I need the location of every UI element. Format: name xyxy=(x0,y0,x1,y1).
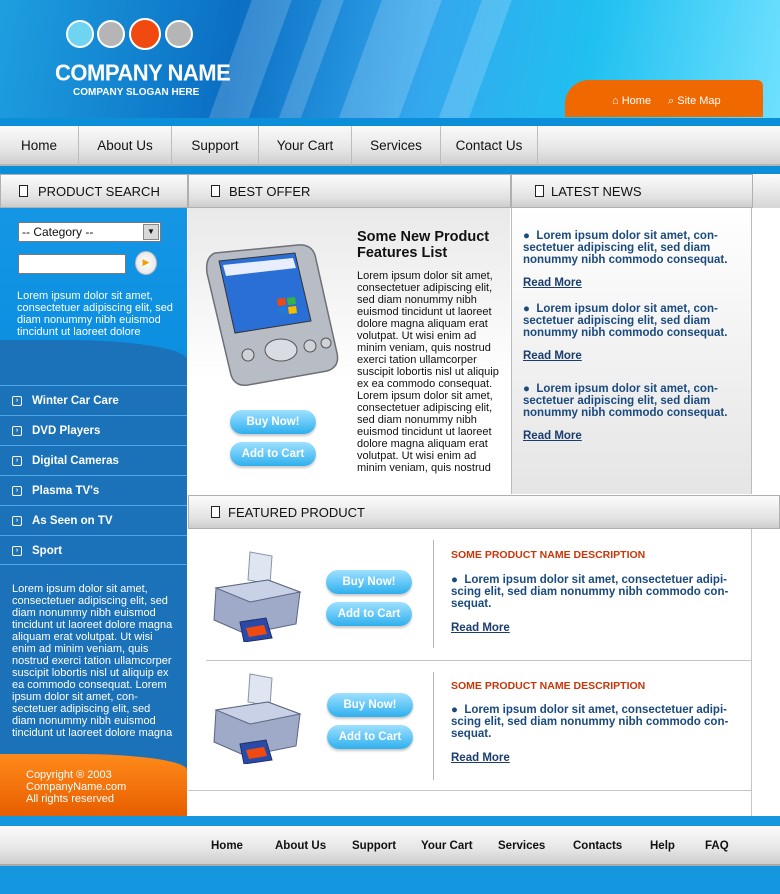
product-search-header xyxy=(0,174,188,208)
footer-help-link[interactable]: Help xyxy=(650,840,675,852)
nav-band-bottom xyxy=(0,166,780,174)
document-icon xyxy=(211,185,220,197)
nav-support[interactable]: Support xyxy=(172,126,259,166)
product-separator xyxy=(206,660,751,661)
category-select[interactable] xyxy=(18,222,161,242)
sitemap-link[interactable]: ⌕ Site Map xyxy=(668,95,721,107)
nav-contact-us[interactable]: Contact Us xyxy=(441,126,538,166)
pda-device-image xyxy=(203,243,343,388)
best-offer-title: BEST OFFER xyxy=(229,184,311,199)
news-item: ● Lorem ipsum dolor sit amet, con-sectetuer adipiscing elit, sed diam nonummy nibh commodo consequat. xyxy=(523,230,728,266)
header-circle-4 xyxy=(165,20,193,48)
footer-contacts-link[interactable]: Contacts xyxy=(573,840,623,852)
offer-text: Lorem ipsum dolor sit amet, consectetuer adipiscing elit, sed diam nonummy nibh euismod tincidunt ut laoreet dolore magna aliquam erat volutpat. Ut wisi enim ad minim veniam, quis nostrud exerci tation ullamcorper suscipit lobortis nisl ut aliquip ex ea commodo consequat. Lorem ipsum dolor sit amet, consectetuer adipiscing elit, sed diam nonummy nibh euismod tincidunt ut laoreet dolore magna aliquam erat volutpat. Ut wisi enim ad minim veniam, quis nostrud xyxy=(357,270,499,474)
add-to-cart-button[interactable]: Add to Cart xyxy=(326,602,412,626)
product-read-more-link[interactable]: Read More xyxy=(451,622,510,634)
add-to-cart-button[interactable]: Add to Cart xyxy=(230,442,316,466)
category-item[interactable]: › Winter Car Care xyxy=(0,385,187,415)
news-read-more-link[interactable]: Read More xyxy=(523,277,582,289)
house-icon: ⌂ xyxy=(612,95,619,107)
latest-news-title: LATEST NEWS xyxy=(551,184,642,199)
bullet-arrow-icon: › xyxy=(12,516,22,526)
featured-product-header xyxy=(188,495,780,529)
category-item[interactable]: › Sport xyxy=(0,535,187,565)
header-banner xyxy=(0,0,780,118)
product-search-title: PRODUCT SEARCH xyxy=(38,184,160,199)
footer-your-cart-link[interactable]: Your Cart xyxy=(421,840,473,852)
add-to-cart-button[interactable]: Add to Cart xyxy=(327,725,413,749)
product-divider xyxy=(433,672,434,780)
buy-now-button[interactable]: Buy Now! xyxy=(326,570,412,594)
category-item[interactable]: › As Seen on TV xyxy=(0,505,187,535)
banner-streak xyxy=(331,0,449,118)
top-links-tab xyxy=(565,80,763,117)
latest-news-header xyxy=(511,174,753,208)
header-circle-2 xyxy=(97,20,125,48)
bullet-arrow-icon: › xyxy=(12,456,22,466)
printer-image xyxy=(210,550,306,642)
nav-your-cart[interactable]: Your Cart xyxy=(259,126,352,166)
offer-title: Some New Product Features List xyxy=(357,229,490,261)
footer-band-bottom xyxy=(0,866,780,894)
document-icon xyxy=(19,185,28,197)
company-name: COMPANY NAME xyxy=(55,59,231,86)
footer-faq-link[interactable]: FAQ xyxy=(705,840,729,852)
footer-nav xyxy=(0,826,780,866)
nav-about-us[interactable]: About Us xyxy=(79,126,172,166)
home-link[interactable]: ⌂ Home xyxy=(612,95,652,107)
printer-image xyxy=(210,672,306,764)
category-item[interactable]: › Plasma TV's xyxy=(0,475,187,505)
search-go-button[interactable] xyxy=(135,251,157,275)
news-item: ● Lorem ipsum dolor sit amet, con-sectetuer adipiscing elit, sed diam nonummy nibh commodo consequat. xyxy=(523,303,728,339)
buy-now-button[interactable]: Buy Now! xyxy=(230,410,316,434)
bullet-arrow-icon: › xyxy=(12,396,22,406)
footer-support-link[interactable]: Support xyxy=(352,840,397,852)
featured-right-border xyxy=(751,529,752,817)
banner-streak xyxy=(431,0,519,118)
copyright-text: Copyright ® 2003 CompanyName.com All rights reserved xyxy=(26,769,127,805)
category-item[interactable]: › DVD Players xyxy=(0,415,187,445)
footer-about-us-link[interactable]: About Us xyxy=(275,840,327,852)
footer-home-link[interactable]: Home xyxy=(211,840,243,852)
header-circle-3 xyxy=(129,18,161,50)
search-input[interactable] xyxy=(18,254,126,274)
magnifier-icon: ⌕ xyxy=(668,95,675,107)
product-description: ● Lorem ipsum dolor sit amet, consectetuer adipi-scing elit, sed diam nonummy nibh commodo con-sequat. xyxy=(451,704,729,740)
featured-bottom-border xyxy=(188,790,751,791)
header-extension xyxy=(753,174,780,208)
news-read-more-link[interactable]: Read More xyxy=(523,350,582,362)
document-icon xyxy=(535,185,544,197)
nav-services[interactable]: Services xyxy=(352,126,441,166)
product-read-more-link[interactable]: Read More xyxy=(451,752,510,764)
main-nav xyxy=(0,126,780,166)
product-name: SOME PRODUCT NAME DESCRIPTION xyxy=(451,680,646,692)
category-item[interactable]: › Digital Cameras xyxy=(0,445,187,475)
product-description: ● Lorem ipsum dolor sit amet, consectetuer adipi-scing elit, sed diam nonummy nibh commodo con-sequat. xyxy=(451,574,729,610)
news-item: ● Lorem ipsum dolor sit amet, con-sectetuer adipiscing elit, sed diam nonummy nibh commodo consequat. xyxy=(523,383,728,419)
best-offer-header xyxy=(188,174,511,208)
product-divider xyxy=(433,540,434,648)
footer-services-link[interactable]: Services xyxy=(498,840,546,852)
buy-now-button[interactable]: Buy Now! xyxy=(327,693,413,717)
dropdown-arrow-icon[interactable]: ▼ xyxy=(143,224,159,240)
nav-home[interactable]: Home xyxy=(0,126,79,166)
company-slogan: COMPANY SLOGAN HERE xyxy=(73,87,200,98)
news-read-more-link[interactable]: Read More xyxy=(523,430,582,442)
header-circle-1 xyxy=(66,20,94,48)
bullet-arrow-icon: › xyxy=(12,546,22,556)
featured-product-title: FEATURED PRODUCT xyxy=(228,505,365,520)
bullet-arrow-icon: › xyxy=(12,486,22,496)
search-description: Lorem ipsum dolor sit amet, consectetuer adipiscing elit, sed diam nonummy nibh euismod tincidunt ut laoreet dolore xyxy=(17,290,173,338)
document-icon xyxy=(211,506,220,518)
arrow-right-icon: ▶ xyxy=(142,258,150,268)
category-select-value: -- Category -- xyxy=(22,225,94,239)
product-name: SOME PRODUCT NAME DESCRIPTION xyxy=(451,549,646,561)
bullet-arrow-icon: › xyxy=(12,426,22,436)
left-description: Lorem ipsum dolor sit amet, consectetuer adipiscing elit, sed diam nonummy nibh euismod tincidunt ut laoreet dolore magna aliquam erat volutpat. Ut wisi enim ad minim veniam, quis nostrud exerci tation ullamcorper suscipit lobortis nisl ut aliquip ex ea commodo consequat. Lorem ipsum dolor sit amet, con-sectetuer adipiscing elit, sed diam nonummy nibh euismod tincidunt ut laoreet dolore magna xyxy=(12,583,173,739)
search-panel-wave xyxy=(0,340,187,384)
